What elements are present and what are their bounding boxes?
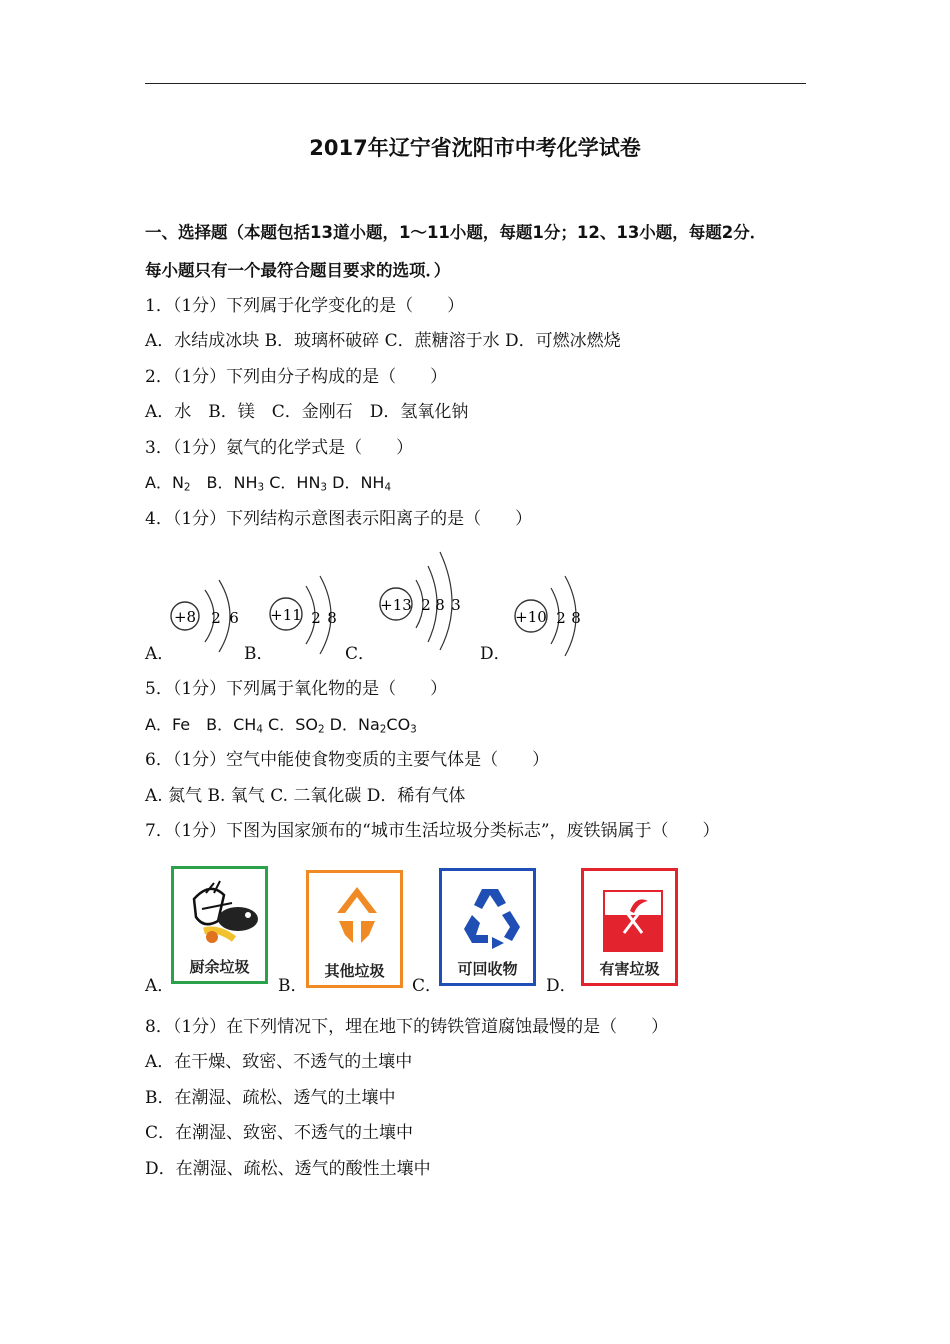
q5-option-d: D．Na [324,715,380,734]
q3-option-a: A．N [145,473,184,492]
sign-d-caption: 有害垃圾 [599,960,660,978]
atom-d-shell-1: 2 [556,609,566,627]
q4-label-b: B． [244,644,274,664]
q3-option-b-sub: 3 [257,481,265,494]
q5-option-c: C．SO [262,715,318,734]
q3-option-d: D．NH [327,473,385,492]
q5-option-c-sub: 2 [317,723,325,736]
q4-stem: 4．（1分）下列结构示意图表示阳离子的是（ ） [145,509,533,529]
atom-d-nucleus: +10 [515,608,547,626]
q6-stem: 6．（1分）空气中能使食物变质的主要气体是（ ） [145,750,550,770]
atom-a-nucleus: +8 [173,608,197,626]
atom-diagram-b [266,572,346,658]
q4-label-c: C． [345,644,376,664]
q5-option-b-sub: 4 [256,723,263,736]
q2-options: A．水 B．镁 C．金刚石 D．氢氧化钠 [145,402,469,422]
atom-diagram-c [376,548,466,652]
q1-stem: 1．（1分）下列属于化学变化的是（ ） [145,296,465,316]
sign-b-caption: 其他垃圾 [324,962,385,980]
atom-d-shell-2: 8 [571,609,581,627]
q5-option-d-sub1: 2 [379,723,387,736]
q5-option-d-sub2: 3 [410,723,417,736]
atom-a-shell-1: 2 [211,609,221,627]
sign-a-caption: 厨余垃圾 [189,958,250,976]
q7-stem: 7．（1分）下图为国家颁布的“城市生活垃圾分类标志”，废铁锅属于（ ） [145,821,720,841]
sign-kitchen-waste [171,866,268,984]
atom-b-nucleus: +11 [270,606,302,624]
q5-option-ab: A．Fe B．CH [145,715,257,734]
q8-stem: 8．（1分）在下列情况下，埋在地下的铸铁管道腐蚀最慢的是（ ） [145,1017,669,1037]
q3-option-d-sub: 4 [384,481,392,494]
q3-stem: 3．（1分）氨气的化学式是（ ） [145,438,414,458]
q8-option-d: D．在潮湿、疏松、透气的酸性土壤中 [145,1159,431,1179]
q3-option-c: C．HN [264,473,321,492]
q8-option-c: C．在潮湿、致密、不透气的土壤中 [145,1123,414,1143]
atom-b-shell-2: 8 [327,609,337,627]
q7-label-b: B． [278,976,308,996]
q2-stem: 2．（1分）下列由分子构成的是（ ） [145,367,448,387]
atom-c-nucleus: +13 [380,596,412,614]
q7-label-c: C． [412,976,443,996]
q7-label-d: D． [546,976,577,996]
q8-option-a: A．在干燥、致密、不透气的土壤中 [145,1052,413,1072]
atom-c-shell-1: 2 [421,596,431,614]
sign-hazardous-waste [581,868,678,986]
q5-option-d2: CO [386,715,411,734]
q3-options [145,471,391,500]
q4-label-a: A． [145,644,175,664]
page-title: 2017年辽宁省沈阳市中考化学试卷 [309,136,641,160]
atom-b-shell-1: 2 [311,609,321,627]
q3-option-a-sub: 2 [183,481,191,494]
q3-option-b: B．NH [190,473,258,492]
atom-diagram-d [511,572,591,658]
sign-c-caption: 可回收物 [457,960,518,978]
section-heading-line2: 每小题只有一个最符合题目要求的选项．） [145,261,451,280]
atom-c-shell-2: 8 [435,596,445,614]
q6-options: A. 氮气 B. 氧气 C. 二氧化碳 D．稀有气体 [145,786,466,806]
q8-option-b: B．在潮湿、疏松、透气的土壤中 [145,1088,396,1108]
header-rule [145,83,806,84]
q3-option-c-sub: 3 [320,481,328,494]
sign-recyclable [439,868,536,986]
atom-diagram-a [167,572,247,658]
section-heading-line1: 一、选择题（本题包括13道小题，1～11小题，每题1分；12、13小题，每题2分． [145,223,767,242]
q7-label-a: A． [145,976,175,996]
q5-stem: 5．（1分）下列属于氧化物的是（ ） [145,679,448,699]
q5-options [145,713,417,742]
sign-other-waste [306,870,403,988]
atom-a-shell-2: 6 [229,609,239,627]
q1-options: A．水结成冰块 B．玻璃杯破碎 C．蔗糖溶于水 D．可燃冰燃烧 [145,331,621,351]
q4-label-d: D． [480,644,511,664]
atom-c-shell-3: 3 [451,596,461,614]
